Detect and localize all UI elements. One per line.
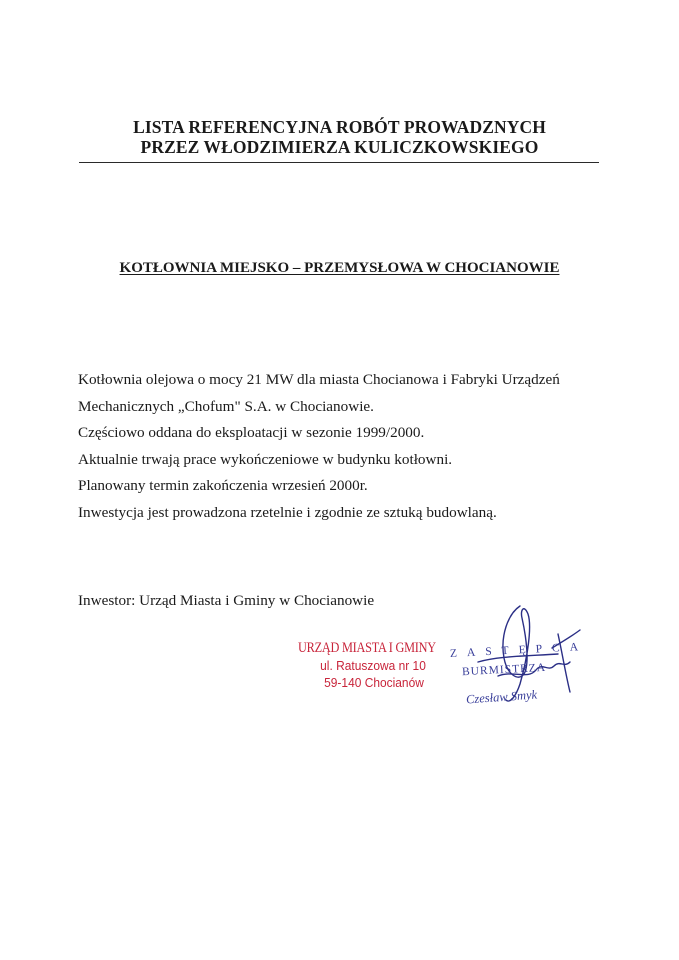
investor-line: Inwestor: Urząd Miasta i Gminy w Chocianowie <box>78 592 375 609</box>
body-line: Planowany termin zakończenia wrzesień 2000r. <box>78 477 368 494</box>
body-line: Inwestycja jest prowadzona rzetelnie i zgodnie ze sztuką budowlaną. <box>78 503 497 521</box>
body-line: Częściowo oddana do eksploatacji w sezonie 1999/2000. <box>78 424 425 441</box>
signature-stamp-title: ZASTĘPCA <box>449 640 589 660</box>
stamp-office-name: URZĄD MIASTA I GMINY <box>298 640 436 656</box>
office-stamp <box>298 640 458 691</box>
body-line: Mechanicznych „Chofum" S.A. w Chocianowie. <box>78 397 374 415</box>
body-text <box>78 367 618 526</box>
document-title-line-1: LISTA REFERENCYJNA ROBÓT PROWADZNYCH <box>133 117 546 137</box>
signature-stamp-name: Czesław Smyk <box>465 687 538 707</box>
handwritten-signature <box>458 596 598 716</box>
body-line: Aktualnie trwają prace wykończeniowe w budynku kotłowni. <box>78 450 453 468</box>
document-title-line-2: PRZEZ WŁODZIMIERZA KULICZKOWSKIEGO <box>140 137 539 157</box>
stamp-city: 59-140 Chocianów <box>324 675 424 690</box>
signature-stamp-subtitle: BURMISTRZA <box>461 661 547 679</box>
body-line: Kotłownia olejowa o mocy 21 MW dla miasta Chocianowa i Fabryki Urządzeń <box>78 371 560 388</box>
title-divider <box>79 162 599 163</box>
section-heading: KOTŁOWNIA MIEJSKO – PRZEMYSŁOWA W CHOCIANOWIE <box>119 260 560 276</box>
stamp-street: ul. Ratuszowa nr 10 <box>320 658 426 673</box>
